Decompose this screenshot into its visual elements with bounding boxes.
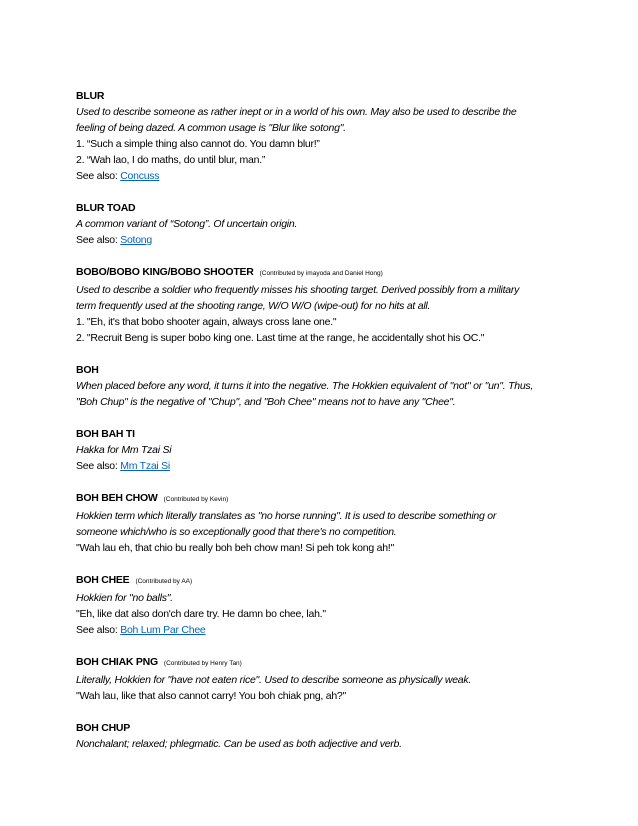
entry-example: "Wah lau, like that also cannot carry! You boh chiak png, ah?" xyxy=(76,690,346,702)
entry-heading xyxy=(76,426,576,442)
glossary-entry xyxy=(76,654,576,704)
entry-definition: term frequently used at the shooting range, W/O W/O (wipe-out) for no hits at all. xyxy=(76,300,431,312)
entry-term: BOH CHEE xyxy=(76,574,130,586)
entry-example: 1. “Such a simple thing also cannot do. You damn blur!” xyxy=(76,138,320,150)
see-also-line xyxy=(76,168,576,184)
entry-term: BOH CHIAK PNG xyxy=(76,656,158,668)
see-also-link[interactable]: Mm Tzai Si xyxy=(120,460,171,472)
entry-definition: Hokkien term which literally translates as "no horse running". It is used to describe something or xyxy=(76,510,497,522)
entry-example: "Wah lau eh, that chio bu really boh beh chow man! Si peh tok kong ah!" xyxy=(76,542,394,554)
entry-definition: Nonchalant; relaxed; phlegmatic. Can be used as both adjective and verb. xyxy=(76,738,402,750)
entry-heading xyxy=(76,88,576,104)
see-also-label: See also: xyxy=(76,234,121,246)
glossary-entry xyxy=(76,362,576,410)
glossary-entry xyxy=(76,426,576,474)
entry-term: BLUR xyxy=(76,90,105,102)
entry-credit: (Contributed by imayoda and Daniel Hong) xyxy=(259,270,383,277)
entry-credit: (Contributed by AA) xyxy=(135,578,193,585)
entry-term: BOH BEH CHOW xyxy=(76,492,158,504)
entry-definition: Used to describe someone as rather inept or in a world of his own. May also be used to describe the xyxy=(76,106,517,118)
see-also-label: See also: xyxy=(76,170,121,182)
entry-definition: Hokkien for "no balls". xyxy=(76,592,173,604)
entry-term: BOBO/BOBO KING/BOBO SHOOTER xyxy=(76,266,254,278)
entry-example: "Eh, like dat also don'ch dare try. He damn bo chee, lah." xyxy=(76,608,326,620)
entry-definition: "Boh Chup" is the negative of "Chup", and "Boh Chee" means not to have any "Chee". xyxy=(76,396,456,408)
entry-heading xyxy=(76,654,576,672)
see-also-link[interactable]: Sotong xyxy=(120,234,152,246)
entry-term: BOH xyxy=(76,364,99,376)
entry-heading xyxy=(76,490,576,508)
see-also-link[interactable]: Concuss xyxy=(120,170,160,182)
entry-definition: Used to describe a soldier who frequently misses his shooting target. Derived possibly from a military xyxy=(76,284,520,296)
entry-term: BOH CHUP xyxy=(76,722,131,734)
entry-heading xyxy=(76,362,576,378)
entry-heading xyxy=(76,720,576,736)
entry-definition: Literally, Hokkien for "have not eaten rice". Used to describe someone as physically weak. xyxy=(76,674,472,686)
entry-credit: (Contributed by Henry Tan) xyxy=(163,660,242,667)
glossary-entry xyxy=(76,720,576,752)
entry-term: BLUR TOAD xyxy=(76,202,136,214)
entry-credit: (Contributed by Kevin) xyxy=(163,496,229,503)
entry-definition: feeling of being dazed. A common usage is "Blur like sotong". xyxy=(76,122,346,134)
entry-definition: When placed before any word, it turns it into the negative. The Hokkien equivalent of "not" or "un". Thus, xyxy=(76,380,534,392)
glossary-entry xyxy=(76,88,576,184)
entry-definition: Hakka for Mm Tzai Si xyxy=(76,444,172,456)
entry-heading xyxy=(76,264,576,282)
see-also-label: See also: xyxy=(76,460,121,472)
entry-example: 2. “Wah lao, I do maths, do until blur, man.” xyxy=(76,154,266,166)
see-also-line xyxy=(76,622,576,638)
entry-term: BOH BAH TI xyxy=(76,428,135,440)
entry-heading xyxy=(76,200,576,216)
see-also-link[interactable]: Boh Lum Par Chee xyxy=(120,624,206,636)
entry-example: 1. "Eh, it's that bobo shooter again, always cross lane one." xyxy=(76,316,337,328)
entry-definition: A common variant of “Sotong”. Of uncertain origin. xyxy=(76,218,298,230)
see-also-label: See also: xyxy=(76,624,121,636)
glossary-content xyxy=(76,88,576,768)
entry-definition: someone which/who is so exceptionally good that there's no competition. xyxy=(76,526,397,538)
entry-heading xyxy=(76,572,576,590)
glossary-entry xyxy=(76,264,576,346)
glossary-entry xyxy=(76,200,576,248)
see-also-line xyxy=(76,232,576,248)
see-also-line xyxy=(76,458,576,474)
glossary-entry xyxy=(76,490,576,556)
glossary-entry xyxy=(76,572,576,638)
entry-example: 2. "Recruit Beng is super bobo king one. Last time at the range, he accidentally shot his OC." xyxy=(76,332,485,344)
